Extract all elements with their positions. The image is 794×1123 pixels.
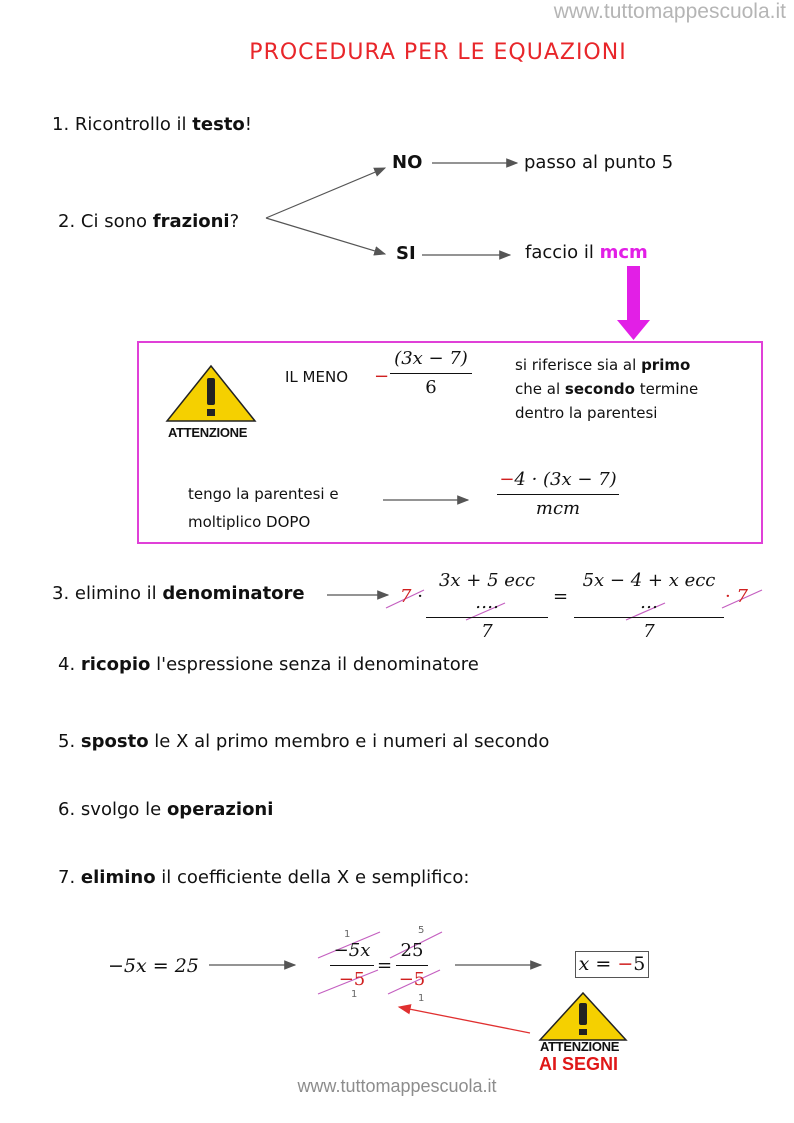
step-text: ! bbox=[244, 114, 253, 135]
fraction-denominator: mcm bbox=[535, 498, 581, 519]
fraction-denominator: −5 bbox=[338, 969, 366, 990]
warning-icon-signs bbox=[540, 993, 626, 1040]
fraction-bar bbox=[574, 617, 724, 618]
branch-arrow-si bbox=[266, 218, 385, 254]
branch-si-label: SI bbox=[396, 243, 416, 264]
step-text: elimino il bbox=[74, 583, 163, 604]
step-keyword: testo bbox=[192, 114, 245, 135]
step-text: l'espressione senza il denominatore bbox=[150, 654, 479, 675]
step-2 bbox=[58, 211, 239, 232]
step-5 bbox=[58, 731, 549, 752]
step-text: ? bbox=[229, 211, 240, 232]
branch-no-result: passo al punto 5 bbox=[524, 152, 674, 173]
cancel-seven-right bbox=[725, 586, 748, 607]
simplified-factor: 1 bbox=[351, 989, 358, 1000]
simplified-factor: 1 bbox=[344, 929, 351, 940]
fraction-denominator: 7 bbox=[643, 621, 655, 642]
fraction-divide-a bbox=[330, 940, 374, 991]
step-4 bbox=[58, 654, 479, 675]
fraction-bar bbox=[330, 965, 374, 966]
simplified-factor: 1 bbox=[418, 993, 425, 1004]
fraction-bar bbox=[390, 373, 472, 374]
fraction-step3-lhs bbox=[426, 570, 548, 643]
seven-value: 7 bbox=[400, 586, 412, 607]
note-text: termine bbox=[634, 380, 699, 398]
step-keyword: frazioni bbox=[152, 211, 230, 232]
step-text: svolgo le bbox=[80, 799, 167, 820]
warning-label-signs: ATTENZIONE bbox=[540, 1039, 620, 1054]
result-box bbox=[575, 951, 649, 978]
step-keyword: sposto bbox=[80, 731, 149, 752]
step-keyword: elimino bbox=[80, 867, 156, 888]
keep-parenthesis-note bbox=[188, 480, 339, 536]
simplified-factor: 5 bbox=[418, 925, 425, 936]
fraction-mcm-example bbox=[497, 469, 619, 520]
fraction-numerator: 3x + 5 ecc …. bbox=[438, 570, 536, 613]
il-meno-label: IL MENO bbox=[285, 368, 348, 386]
branch-no-label: NO bbox=[392, 152, 423, 173]
step-keyword: ricopio bbox=[80, 654, 151, 675]
branch-si-result bbox=[525, 242, 648, 263]
ai-segni-label: AI SEGNI bbox=[539, 1054, 619, 1074]
note-keyword: primo bbox=[641, 356, 691, 374]
fraction-numerator: 25 bbox=[400, 940, 424, 961]
step-3 bbox=[52, 583, 305, 604]
numerator-rest: 4 · (3x − 7) bbox=[514, 469, 617, 490]
result-variable: x = bbox=[578, 953, 618, 975]
cancel-seven-left bbox=[400, 586, 423, 607]
numerator-minus: − bbox=[499, 469, 515, 490]
seven-value: 7 bbox=[736, 586, 748, 607]
step-number: 3. bbox=[52, 583, 70, 604]
step-number: 4. bbox=[58, 654, 76, 675]
site-url-footer: www.tuttomappescuola.it bbox=[297, 1076, 497, 1096]
note-line-3: dentro la parentesi bbox=[515, 404, 658, 422]
warning-label: ATTENZIONE bbox=[168, 425, 248, 440]
multiply-dot: · bbox=[417, 586, 423, 607]
magenta-down-arrow bbox=[617, 266, 650, 340]
frac1-minus: − bbox=[374, 366, 390, 387]
result-value: 5 bbox=[633, 953, 646, 975]
step-keyword: denominatore bbox=[162, 583, 305, 604]
note-line-1 bbox=[515, 353, 698, 377]
step-number: 6. bbox=[58, 799, 76, 820]
branch-si-text: faccio il bbox=[525, 242, 600, 263]
step-6 bbox=[58, 799, 273, 820]
fraction-bar bbox=[497, 494, 619, 495]
site-url-header: www.tuttomappescuola.it bbox=[553, 0, 786, 23]
equals-sign: = bbox=[377, 955, 393, 976]
fraction-numerator: (3x − 7) bbox=[394, 348, 468, 369]
fraction-denominator: 7 bbox=[481, 621, 493, 642]
note-keyword: secondo bbox=[564, 380, 635, 398]
step-keyword: operazioni bbox=[166, 799, 274, 820]
arrow-attention-signs bbox=[399, 1007, 530, 1033]
step-text: le X al primo membro e i numeri al secondo bbox=[148, 731, 550, 752]
note-text: si riferisce sia al bbox=[515, 356, 642, 374]
step-text: il coefficiente della X e semplifico: bbox=[155, 867, 470, 888]
multiply-dot: · bbox=[725, 586, 731, 607]
step-number: 7. bbox=[58, 867, 76, 888]
fraction-divide-b bbox=[396, 940, 428, 991]
keep-line-1: tengo la parentesi e bbox=[188, 485, 339, 503]
page-title: PROCEDURA PER LE EQUAZIONI bbox=[249, 40, 627, 65]
fraction-step3-rhs bbox=[574, 570, 724, 643]
fraction-numerator: −5x bbox=[333, 940, 371, 961]
fraction-minus-example bbox=[390, 348, 472, 399]
note-line-2 bbox=[515, 377, 698, 401]
fraction-denominator: −5 bbox=[398, 969, 426, 990]
mcm-keyword: mcm bbox=[599, 242, 648, 263]
step-1 bbox=[52, 114, 252, 135]
step-number: 2. bbox=[58, 211, 76, 232]
fraction-numerator: 5x − 4 + x ecc … bbox=[582, 570, 716, 613]
step-number: 1. bbox=[52, 114, 70, 135]
equation-start: −5x = 25 bbox=[108, 955, 199, 977]
step-text: Ricontrollo il bbox=[74, 114, 193, 135]
fraction-bar bbox=[396, 965, 428, 966]
attention-note bbox=[515, 353, 698, 425]
step-7 bbox=[58, 867, 469, 888]
note-text: che al bbox=[515, 380, 565, 398]
step-number: 5. bbox=[58, 731, 76, 752]
step-text: Ci sono bbox=[80, 211, 153, 232]
equals-sign: = bbox=[553, 586, 569, 607]
branch-arrow-no bbox=[266, 168, 385, 218]
keep-line-2: moltiplico DOPO bbox=[188, 513, 311, 531]
fraction-denominator: 6 bbox=[425, 377, 437, 398]
fraction-bar bbox=[426, 617, 548, 618]
fraction-numerator bbox=[497, 469, 619, 491]
result-minus: − bbox=[617, 953, 634, 975]
